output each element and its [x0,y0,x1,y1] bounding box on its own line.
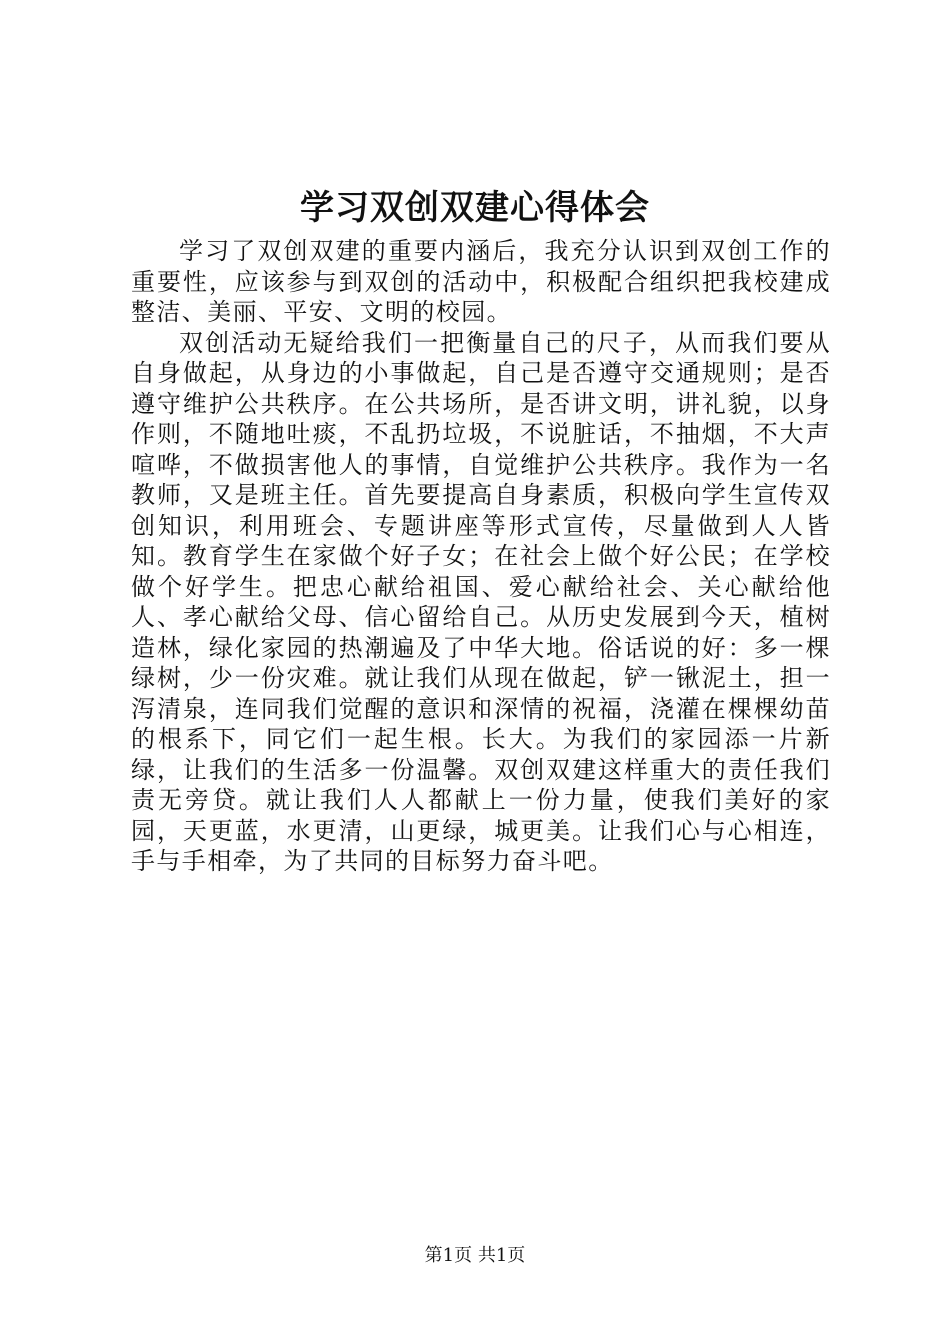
document-title: 学习双创双建心得体会 [300,188,650,228]
paragraph-2: 双创活动无疑给我们一把衡量自己的尺子，从而我们要从自身做起，从身边的小事做起，自己是否遵守交通规则；是否遵守维护公共秩序。在公共场所，是否讲文明，讲礼貌，以身作则，不随地吐痰，不乱扔垃圾，不说脏话，不抽烟，不大声喧哗，不做损害他人的事情，自觉维护公共秩序。我作为一名教师，又是班主任。首先要提高自身素质，积极向学生宣传双创知识，利用班会、专题讲座等形式宣传，尽量做到人人皆知。教育学生在家做个好子女；在社会上做个好公民；在学校做个好学生。把忠心献给祖国、爱心献给社会、关心献给他人、孝心献给父母、信心留给自己。从历史发展到今天，植树造林，绿化家园的热潮遍及了中华大地。俗话说的好：多一棵绿树，少一份灾难。就让我们从现在做起，铲一锹泥土，担一泻清泉，连同我们觉醒的意识和深情的祝福，浇灌在棵棵幼苗的根系下，同它们一起生根。长大。为我们的家园添一片新绿，让我们的生活多一份温馨。双创双建这样重大的责任我们责无旁贷。就让我们人人都献上一份力量，使我们美好的家园，天更蓝，水更清，山更绿，城更美。让我们心与心相连，手与手相牵，为了共同的目标努力奋斗吧。 [131,328,831,875]
paragraph-1: 学习了双创双建的重要内涵后，我充分认识到双创工作的重要性，应该参与到双创的活动中，积极配合组织把我校建成整洁、美丽、平安、文明的校园。 [131,237,831,326]
document-body [131,236,831,877]
page-number-footer: 第1页 共1页 [424,1245,526,1266]
